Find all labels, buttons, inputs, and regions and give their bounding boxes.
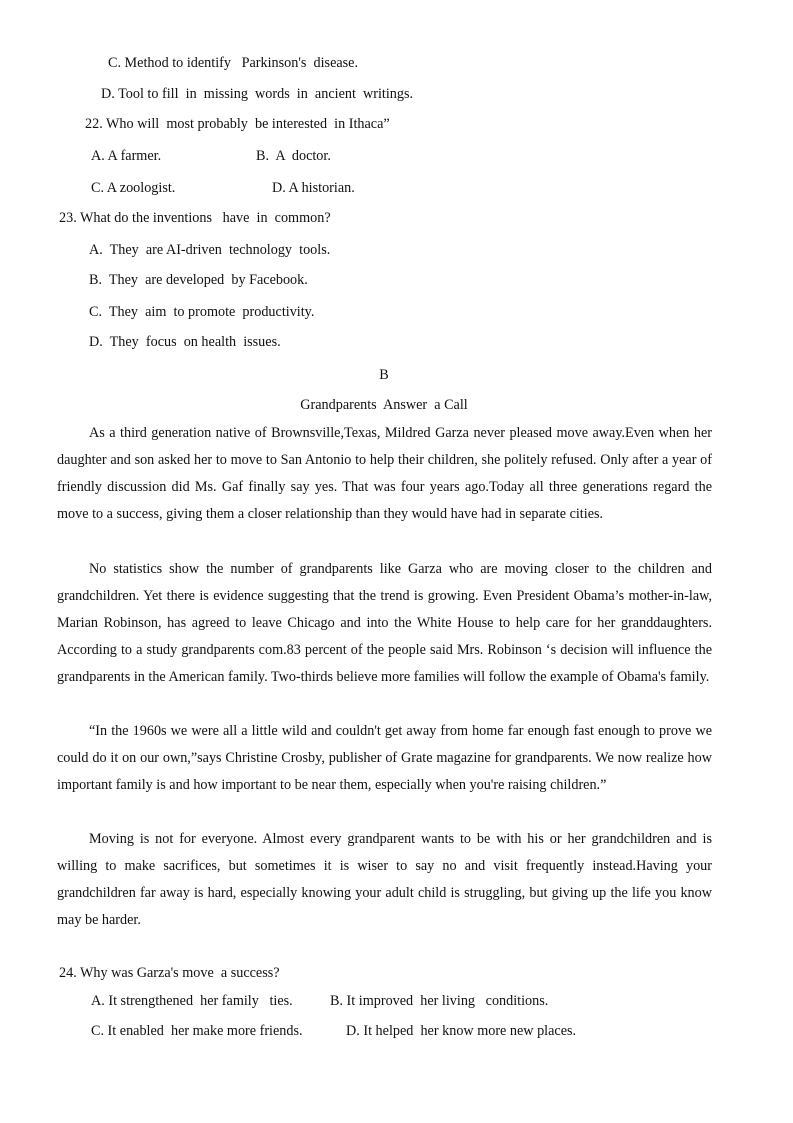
q21-option-d: D. Tool to fill in missing words in ancient writings. — [101, 86, 414, 102]
passage-paragraph-1: As a third generation native of Brownsville,Texas, Mildred Garza never pleased move away.Even when her daughter and son asked her to move to San Antonio to help their children, she politely refused. Only after a year of friendly discussion did Ms. Gaf finally say yes. That was four years ago.Today all three generations regard the move to a success, giving them a closer relationship than they would have had in separate cities. — [57, 425, 712, 522]
q24-option-a: A. It strengthened her family ties. — [91, 993, 293, 1009]
passage-title: Grandparents Answer a Call — [300, 397, 468, 413]
q24-option-d: D. It helped her know more new places. — [346, 1023, 577, 1039]
q22-question: 22. Who will most probably be interested in Ithaca” — [85, 116, 390, 132]
q24-option-c: C. It enabled her make more friends. — [91, 1023, 303, 1039]
q22-option-d: D. A historian. — [272, 180, 355, 196]
q23-question: 23. What do the inventions have in common? — [59, 210, 331, 226]
q23-option-d: D. They focus on health issues. — [89, 334, 281, 350]
q22-option-c: C. A zoologist. — [91, 180, 176, 196]
q24-option-b: B. It improved her living conditions. — [330, 993, 549, 1009]
q23-option-c: C. They aim to promote productivity. — [89, 304, 315, 320]
q23-option-a: A. They are AI-driven technology tools. — [89, 242, 331, 258]
passage-paragraph-4: Moving is not for everyone. Almost every grandparent wants to be with his or her grandchildren and is willing to make sacrifices, but sometimes it is wiser to say no and visit frequently instead.Having your grandchildren far away is hard, especially knowing your adult child is struggling, but giving up the life you know may be harder. — [57, 831, 712, 928]
q21-option-c: C. Method to identify Parkinson's disease. — [108, 55, 359, 71]
passage-paragraph-3: “In the 1960s we were all a little wild and couldn't get away from home far enough fast enough to prove we could do it on our own,”says Christine Crosby, publisher of Grate magazine for grandparents. We now realize how important family is and how important to be near them, especially when you're raising children.” — [57, 723, 712, 793]
q24-question: 24. Why was Garza's move a success? — [59, 965, 280, 981]
section-letter: B — [379, 367, 389, 383]
q23-option-b: B. They are developed by Facebook. — [89, 272, 308, 288]
q22-option-a: A. A farmer. — [91, 148, 162, 164]
passage-paragraph-2: No statistics show the number of grandparents like Garza who are moving closer to the children and grandchildren. Yet there is evidence suggesting that the trend is growing. Even President Obama’s mother-in-law, Marian Robinson, has agreed to leave Chicago and into the White House to help care for her granddaughters. According to a study grandparents com.83 percent of the people said Mrs. Robinson ‘s decision will influence the grandparents in the American family. Two-thirds believe more families will follow the example of Obama's family. — [57, 561, 712, 685]
q22-option-b: B. A doctor. — [256, 148, 331, 164]
